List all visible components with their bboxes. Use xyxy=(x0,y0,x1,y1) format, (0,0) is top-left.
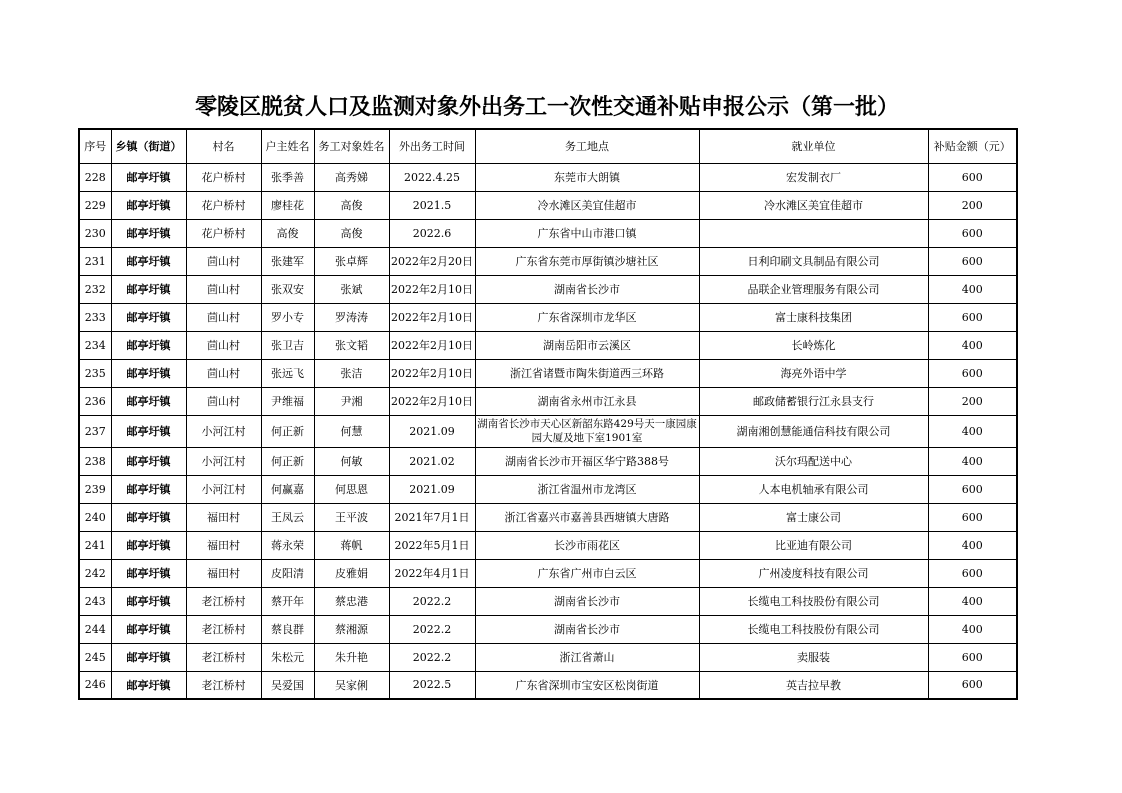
village-cell: 老江桥村 xyxy=(186,643,261,671)
village-cell: 茴山村 xyxy=(186,275,261,303)
work-place-cell: 湖南省永州市江永县 xyxy=(475,387,699,415)
table-row xyxy=(79,387,1017,415)
employer-cell: 人本电机轴承有限公司 xyxy=(699,475,928,503)
work-place-cell: 湖南省长沙市 xyxy=(475,275,699,303)
town-cell: 邮亭圩镇 xyxy=(111,415,186,447)
household-head-cell: 王凤云 xyxy=(261,503,314,531)
employer-cell xyxy=(699,219,928,247)
household-head-cell: 何赢嘉 xyxy=(261,475,314,503)
work-place-cell: 浙江省诸暨市陶朱街道西三环路 xyxy=(475,359,699,387)
amount-cell: 200 xyxy=(928,191,1017,219)
work-place-cell: 广东省中山市港口镇 xyxy=(475,219,699,247)
employer-cell: 长缆电工科技股份有限公司 xyxy=(699,587,928,615)
household-head-cell: 吴爱国 xyxy=(261,671,314,699)
household-head-cell: 张建军 xyxy=(261,247,314,275)
town-cell: 邮亭圩镇 xyxy=(111,191,186,219)
amount-cell: 600 xyxy=(928,671,1017,699)
work-time-cell: 2022年2月20日 xyxy=(389,247,475,275)
row-number: 233 xyxy=(79,303,111,331)
employer-cell: 卖服装 xyxy=(699,643,928,671)
household-head-cell: 高俊 xyxy=(261,219,314,247)
table-row xyxy=(79,475,1017,503)
row-number: 228 xyxy=(79,163,111,191)
village-cell: 老江桥村 xyxy=(186,671,261,699)
table-row xyxy=(79,447,1017,475)
household-head-cell: 蔡开年 xyxy=(261,587,314,615)
amount-cell: 400 xyxy=(928,447,1017,475)
employer-cell: 邮政储蓄银行江永县支行 xyxy=(699,387,928,415)
table-row xyxy=(79,559,1017,587)
table-row xyxy=(79,331,1017,359)
town-cell: 邮亭圩镇 xyxy=(111,359,186,387)
amount-cell: 400 xyxy=(928,331,1017,359)
work-place-cell: 广东省深圳市龙华区 xyxy=(475,303,699,331)
employer-cell: 品联企业管理服务有限公司 xyxy=(699,275,928,303)
town-cell: 邮亭圩镇 xyxy=(111,587,186,615)
worker-name-cell: 皮雅娟 xyxy=(314,559,389,587)
household-head-cell: 张远飞 xyxy=(261,359,314,387)
row-number: 239 xyxy=(79,475,111,503)
row-number: 237 xyxy=(79,415,111,447)
row-number: 241 xyxy=(79,531,111,559)
household-head-cell: 蒋永荣 xyxy=(261,531,314,559)
amount-cell: 600 xyxy=(928,247,1017,275)
work-time-cell: 2022年2月10日 xyxy=(389,387,475,415)
town-cell: 邮亭圩镇 xyxy=(111,447,186,475)
amount-cell: 600 xyxy=(928,163,1017,191)
row-number: 242 xyxy=(79,559,111,587)
page-title: 零陵区脱贫人口及监测对象外出务工一次性交通补贴申报公示（第一批） xyxy=(194,95,899,120)
col-header-amount: 补贴金额（元） xyxy=(928,129,1017,163)
row-number: 240 xyxy=(79,503,111,531)
village-cell: 茴山村 xyxy=(186,387,261,415)
worker-name-cell: 张卓辉 xyxy=(314,247,389,275)
amount-cell: 600 xyxy=(928,643,1017,671)
household-head-cell: 朱松元 xyxy=(261,643,314,671)
town-cell: 邮亭圩镇 xyxy=(111,275,186,303)
village-cell: 老江桥村 xyxy=(186,615,261,643)
worker-name-cell: 尹湘 xyxy=(314,387,389,415)
household-head-cell: 何正新 xyxy=(261,415,314,447)
employer-cell: 富士康公司 xyxy=(699,503,928,531)
worker-name-cell: 张洁 xyxy=(314,359,389,387)
town-cell: 邮亭圩镇 xyxy=(111,331,186,359)
employer-cell: 广州凌度科技有限公司 xyxy=(699,559,928,587)
work-time-cell: 2022.2 xyxy=(389,615,475,643)
table-row xyxy=(79,615,1017,643)
worker-name-cell: 高秀娣 xyxy=(314,163,389,191)
household-head-cell: 廖桂花 xyxy=(261,191,314,219)
amount-cell: 600 xyxy=(928,359,1017,387)
work-time-cell: 2021年7月1日 xyxy=(389,503,475,531)
work-time-cell: 2021.09 xyxy=(389,475,475,503)
town-cell: 邮亭圩镇 xyxy=(111,671,186,699)
amount-cell: 400 xyxy=(928,615,1017,643)
table-row xyxy=(79,303,1017,331)
amount-cell: 400 xyxy=(928,415,1017,447)
work-place-cell: 湖南省长沙市开福区华宁路388号 xyxy=(475,447,699,475)
table-row xyxy=(79,163,1017,191)
table-row xyxy=(79,359,1017,387)
village-cell: 茴山村 xyxy=(186,331,261,359)
town-cell: 邮亭圩镇 xyxy=(111,503,186,531)
employer-cell: 长缆电工科技股份有限公司 xyxy=(699,615,928,643)
work-place-cell: 湖南省长沙市 xyxy=(475,615,699,643)
amount-cell: 400 xyxy=(928,531,1017,559)
worker-name-cell: 何思恩 xyxy=(314,475,389,503)
work-time-cell: 2022.2 xyxy=(389,643,475,671)
row-number: 235 xyxy=(79,359,111,387)
village-cell: 小河江村 xyxy=(186,415,261,447)
town-cell: 邮亭圩镇 xyxy=(111,475,186,503)
table-row xyxy=(79,415,1017,447)
work-time-cell: 2022年2月10日 xyxy=(389,359,475,387)
row-number: 243 xyxy=(79,587,111,615)
table-row xyxy=(79,275,1017,303)
table-row xyxy=(79,643,1017,671)
work-place-cell: 东莞市大朗镇 xyxy=(475,163,699,191)
village-cell: 花户桥村 xyxy=(186,163,261,191)
header-row xyxy=(79,129,1017,163)
worker-name-cell: 吴家俐 xyxy=(314,671,389,699)
village-cell: 花户桥村 xyxy=(186,191,261,219)
town-cell: 邮亭圩镇 xyxy=(111,531,186,559)
row-number: 234 xyxy=(79,331,111,359)
employer-cell: 比亚迪有限公司 xyxy=(699,531,928,559)
row-number: 231 xyxy=(79,247,111,275)
row-number: 236 xyxy=(79,387,111,415)
work-time-cell: 2021.09 xyxy=(389,415,475,447)
town-cell: 邮亭圩镇 xyxy=(111,247,186,275)
amount-cell: 400 xyxy=(928,587,1017,615)
row-number: 246 xyxy=(79,671,111,699)
work-place-cell: 长沙市雨花区 xyxy=(475,531,699,559)
village-cell: 福田村 xyxy=(186,503,261,531)
worker-name-cell: 张斌 xyxy=(314,275,389,303)
town-cell: 邮亭圩镇 xyxy=(111,643,186,671)
col-header-no: 序号 xyxy=(79,129,111,163)
village-cell: 茴山村 xyxy=(186,303,261,331)
worker-name-cell: 朱升艳 xyxy=(314,643,389,671)
household-head-cell: 罗小专 xyxy=(261,303,314,331)
amount-cell: 400 xyxy=(928,275,1017,303)
employer-cell: 宏发制衣厂 xyxy=(699,163,928,191)
town-cell: 邮亭圩镇 xyxy=(111,219,186,247)
town-cell: 邮亭圩镇 xyxy=(111,303,186,331)
table-row xyxy=(79,219,1017,247)
col-header-town: 乡镇（街道） xyxy=(111,129,186,163)
row-number: 229 xyxy=(79,191,111,219)
table-row xyxy=(79,247,1017,275)
household-head-cell: 尹维福 xyxy=(261,387,314,415)
work-place-cell: 广东省深圳市宝安区松岗街道 xyxy=(475,671,699,699)
amount-cell: 600 xyxy=(928,559,1017,587)
table-row xyxy=(79,671,1017,699)
worker-name-cell: 何敏 xyxy=(314,447,389,475)
row-number: 230 xyxy=(79,219,111,247)
subsidy-table xyxy=(78,128,1018,700)
work-place-cell: 广东省广州市白云区 xyxy=(475,559,699,587)
household-head-cell: 张卫吉 xyxy=(261,331,314,359)
amount-cell: 600 xyxy=(928,219,1017,247)
town-cell: 邮亭圩镇 xyxy=(111,559,186,587)
work-time-cell: 2022年2月10日 xyxy=(389,275,475,303)
household-head-cell: 蔡良群 xyxy=(261,615,314,643)
work-place-cell: 广东省东莞市厚街镇沙塘社区 xyxy=(475,247,699,275)
col-header-worker: 务工对象姓名 xyxy=(314,129,389,163)
worker-name-cell: 蔡忠港 xyxy=(314,587,389,615)
table-row xyxy=(79,587,1017,615)
village-cell: 茴山村 xyxy=(186,247,261,275)
row-number: 238 xyxy=(79,447,111,475)
town-cell: 邮亭圩镇 xyxy=(111,387,186,415)
worker-name-cell: 张文韬 xyxy=(314,331,389,359)
employer-cell: 日利印刷文具制品有限公司 xyxy=(699,247,928,275)
work-time-cell: 2022.2 xyxy=(389,587,475,615)
employer-cell: 海亮外语中学 xyxy=(699,359,928,387)
village-cell: 老江桥村 xyxy=(186,587,261,615)
town-cell: 邮亭圩镇 xyxy=(111,615,186,643)
employer-cell: 富士康科技集团 xyxy=(699,303,928,331)
work-time-cell: 2021.02 xyxy=(389,447,475,475)
row-number: 232 xyxy=(79,275,111,303)
household-head-cell: 皮阳清 xyxy=(261,559,314,587)
row-number: 244 xyxy=(79,615,111,643)
village-cell: 茴山村 xyxy=(186,359,261,387)
amount-cell: 600 xyxy=(928,475,1017,503)
village-cell: 花户桥村 xyxy=(186,219,261,247)
amount-cell: 600 xyxy=(928,503,1017,531)
work-time-cell: 2022.6 xyxy=(389,219,475,247)
household-head-cell: 张双安 xyxy=(261,275,314,303)
worker-name-cell: 王平波 xyxy=(314,503,389,531)
worker-name-cell: 罗涛涛 xyxy=(314,303,389,331)
village-cell: 福田村 xyxy=(186,559,261,587)
col-header-employer: 就业单位 xyxy=(699,129,928,163)
table-row xyxy=(79,531,1017,559)
worker-name-cell: 蒋帆 xyxy=(314,531,389,559)
village-cell: 福田村 xyxy=(186,531,261,559)
work-place-cell: 湖南岳阳市云溪区 xyxy=(475,331,699,359)
village-cell: 小河江村 xyxy=(186,475,261,503)
worker-name-cell: 高俊 xyxy=(314,191,389,219)
col-header-place: 务工地点 xyxy=(475,129,699,163)
work-place-cell: 冷水滩区美宜佳超市 xyxy=(475,191,699,219)
employer-cell: 湖南湘创慧能通信科技有限公司 xyxy=(699,415,928,447)
work-time-cell: 2022年2月10日 xyxy=(389,303,475,331)
work-time-cell: 2022.5 xyxy=(389,671,475,699)
col-header-time: 外出务工时间 xyxy=(389,129,475,163)
work-place-cell: 浙江省萧山 xyxy=(475,643,699,671)
employer-cell: 冷水滩区美宜佳超市 xyxy=(699,191,928,219)
work-place-cell: 浙江省嘉兴市嘉善县西塘镇大唐路 xyxy=(475,503,699,531)
worker-name-cell: 高俊 xyxy=(314,219,389,247)
worker-name-cell: 何慧 xyxy=(314,415,389,447)
employer-cell: 长岭炼化 xyxy=(699,331,928,359)
village-cell: 小河江村 xyxy=(186,447,261,475)
employer-cell: 沃尔玛配送中心 xyxy=(699,447,928,475)
household-head-cell: 张季善 xyxy=(261,163,314,191)
col-header-household-head: 户主姓名 xyxy=(261,129,314,163)
table-row xyxy=(79,191,1017,219)
row-number: 245 xyxy=(79,643,111,671)
work-place-cell: 湖南省长沙市天心区新韶东路429号天一康园康园大厦及地下室1901室 xyxy=(475,415,699,447)
worker-name-cell: 蔡湘源 xyxy=(314,615,389,643)
work-time-cell: 2022年4月1日 xyxy=(389,559,475,587)
work-place-cell: 浙江省温州市龙湾区 xyxy=(475,475,699,503)
col-header-village: 村名 xyxy=(186,129,261,163)
work-time-cell: 2022.4.25 xyxy=(389,163,475,191)
amount-cell: 200 xyxy=(928,387,1017,415)
work-time-cell: 2022年5月1日 xyxy=(389,531,475,559)
town-cell: 邮亭圩镇 xyxy=(111,163,186,191)
household-head-cell: 何正新 xyxy=(261,447,314,475)
work-time-cell: 2022年2月10日 xyxy=(389,331,475,359)
employer-cell: 英吉拉早教 xyxy=(699,671,928,699)
amount-cell: 600 xyxy=(928,303,1017,331)
table-body xyxy=(79,163,1017,699)
work-place-cell: 湖南省长沙市 xyxy=(475,587,699,615)
work-time-cell: 2021.5 xyxy=(389,191,475,219)
table-row xyxy=(79,503,1017,531)
